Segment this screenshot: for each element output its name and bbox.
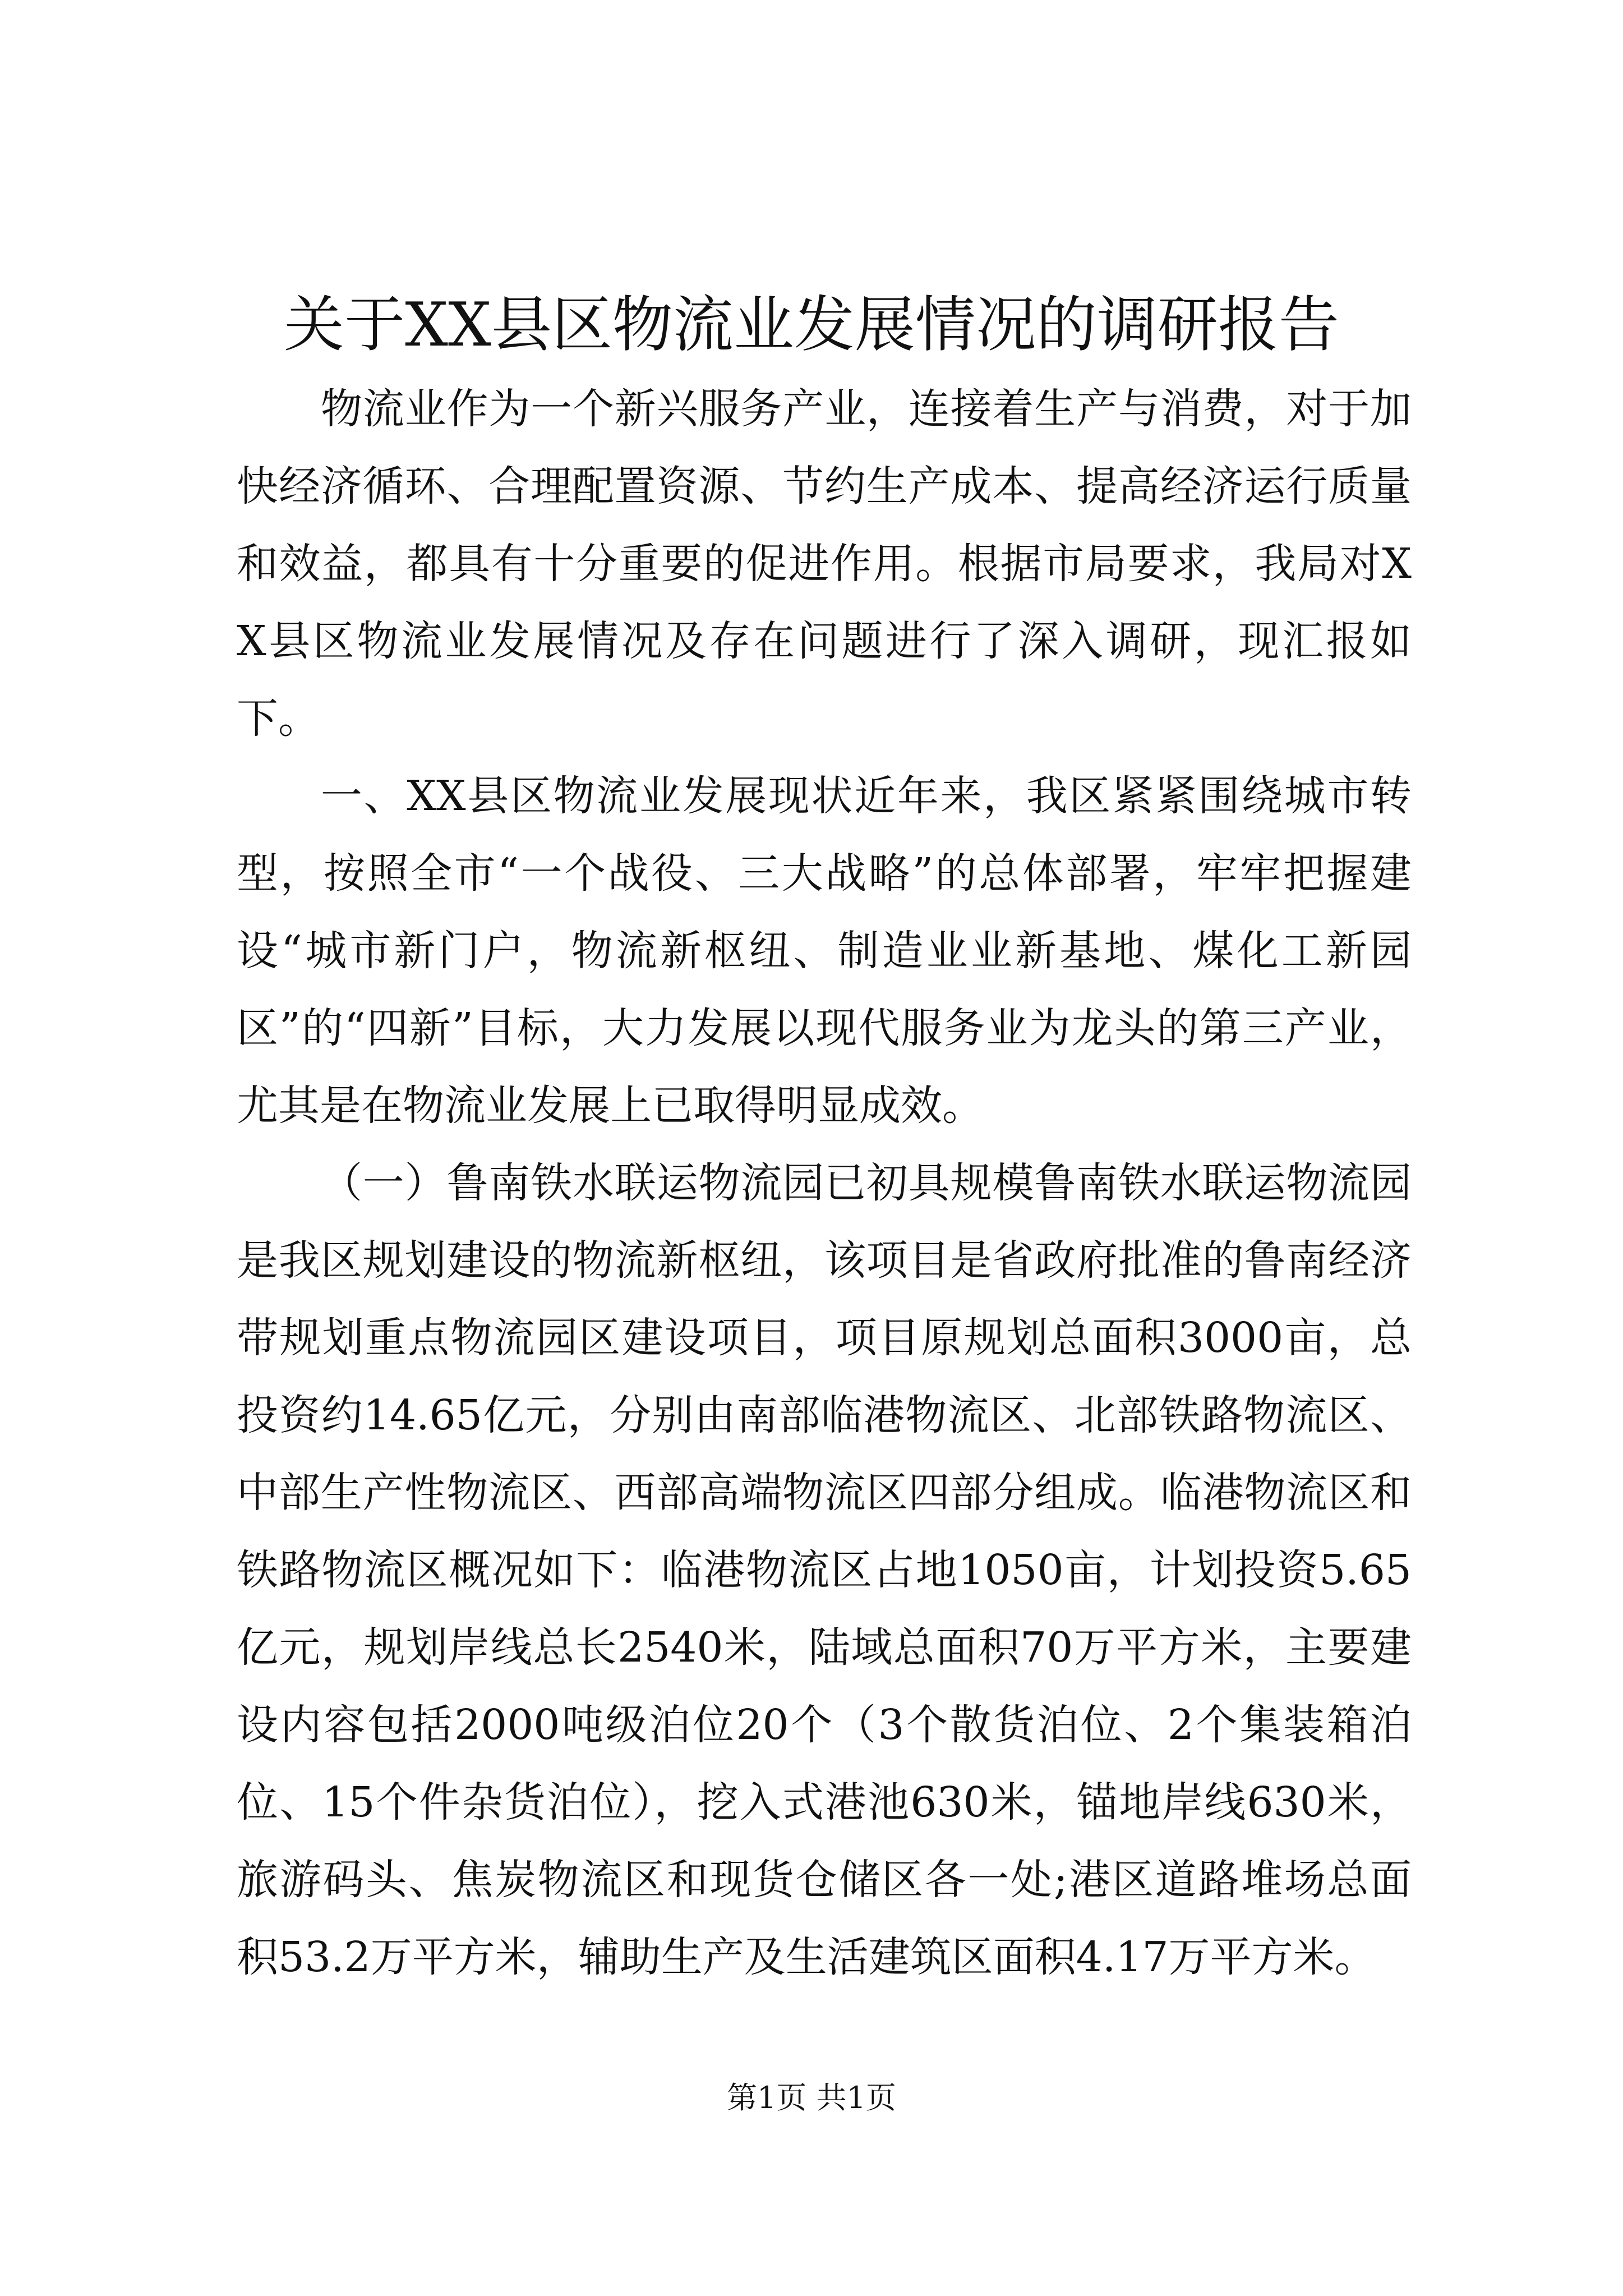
document-body [237,370,1412,1996]
paragraph-logistics-park: （一）鲁南铁水联运物流园已初具规模鲁南铁水联运物流园是我区规划建设的物流新枢纽，该项目是省政府批准的鲁南经济带规划重点物流园区建设项目，项目原规划总面积3000亩，总投资约14.65亿元，分别由南部临港物流区、北部铁路物流区、中部生产性物流区、西部高端物流区四部分组成。临港物流区和铁路物流区概况如下：临港物流区占地1050亩，计划投资5.65亿元，规划岸线总长2540米，陆域总面积70万平方米，主要建设内容包括2000吨级泊位20个（3个散货泊位、2个集装箱泊位、15个件杂货泊位），挖入式港池630米，锚地岸线630米，旅游码头、焦炭物流区和现货仓储区各一处;港区道路堆场总面积53.2万平方米，辅助生产及生活建筑区面积4.17万平方米。 [237,1159,1412,1981]
document-title: 关于XX县区物流业发展情况的调研报告 [284,290,1339,360]
paragraph-section-one: 一、XX县区物流业发展现状近年来，我区紧紧围绕城市转型，按照全市“一个战役、三大战略”的总体部署，牢牢把握建设“城市新门户，物流新枢纽、制造业业新基地、煤化工新园区”的“四新”目标，大力发展以现代服务业为龙头的第三产业，尤其是在物流业发展上已取得明显成效。 [237,772,1412,1130]
paragraph-intro: 物流业作为一个新兴服务产业，连接着生产与消费，对于加快经济循环、合理配置资源、节约生产成本、提高经济运行质量和效益，都具有十分重要的促进作用。根据市局要求，我局对XX县区物流业发展情况及存在问题进行了深入调研，现汇报如下。 [237,385,1412,743]
page-number-footer: 第1页 共1页 [727,2080,896,2115]
